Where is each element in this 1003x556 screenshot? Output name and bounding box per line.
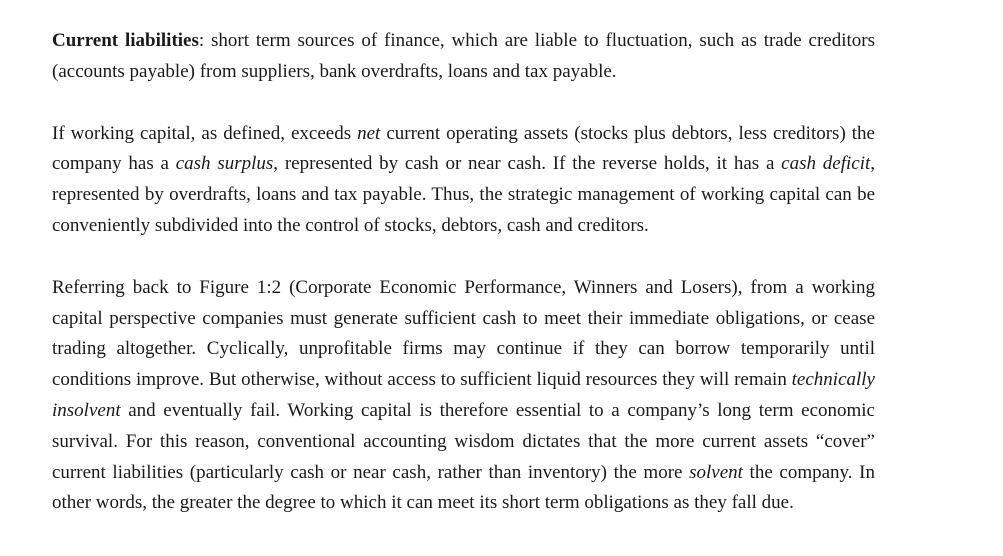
term-current-liabilities: Current liabilities xyxy=(52,30,199,51)
emphasis-solvent: solvent xyxy=(689,461,743,483)
paragraph-working-capital xyxy=(52,119,875,242)
paragraph-current-liabilities xyxy=(52,26,875,88)
emphasis-technically-insolvent: technically insolvent xyxy=(52,369,875,421)
emphasis-net: net xyxy=(357,122,381,144)
text-span: the company. In other words, the greater the degree to which it can meet its short term obligations as they fall due. xyxy=(52,461,875,514)
text-span: , represented by overdrafts, loans and tax payable. Thus, the strategic management of working capital can be conveniently subdivided into the control of stocks, debtors, cash and creditors. xyxy=(52,153,876,236)
text-span: If working capital, as defined, exceeds xyxy=(52,122,358,144)
text-span: Referring back to Figure 1:2 (Corporate Economic Performance, Winners and Losers), from a working capital perspective companies must generate sufficient cash to meet their immediate obligations, or cease trading altogether. Cyclically, unprofitable firms may continue if they can borrow temporarily until conditions improve. But otherwise, without access to sufficient liquid resources they will remain xyxy=(52,276,875,391)
text-span: and eventually fail. Working capital is therefore essential to a company’s long term economic survival. For this reason, conventional accounting wisdom dictates that the more current assets “cover” current liabilities (particularly cash or near cash, rather than inventory) the more xyxy=(52,399,875,483)
definition-text: : short term sources of finance, which are liable to fluctuation, such as trade creditors (accounts payable) from suppliers, bank overdrafts, loans and tax payable. xyxy=(52,30,875,82)
text-span: current operating assets (stocks plus debtors, less creditors) the company has a xyxy=(52,122,875,175)
document-body xyxy=(52,26,875,519)
emphasis-cash-surplus: cash surplus xyxy=(175,153,274,175)
text-span: , represented by cash or near cash. If the reverse holds, it has a xyxy=(273,153,782,175)
paragraph-figure-reference xyxy=(52,273,875,519)
emphasis-cash-deficit: cash deficit xyxy=(781,153,871,175)
